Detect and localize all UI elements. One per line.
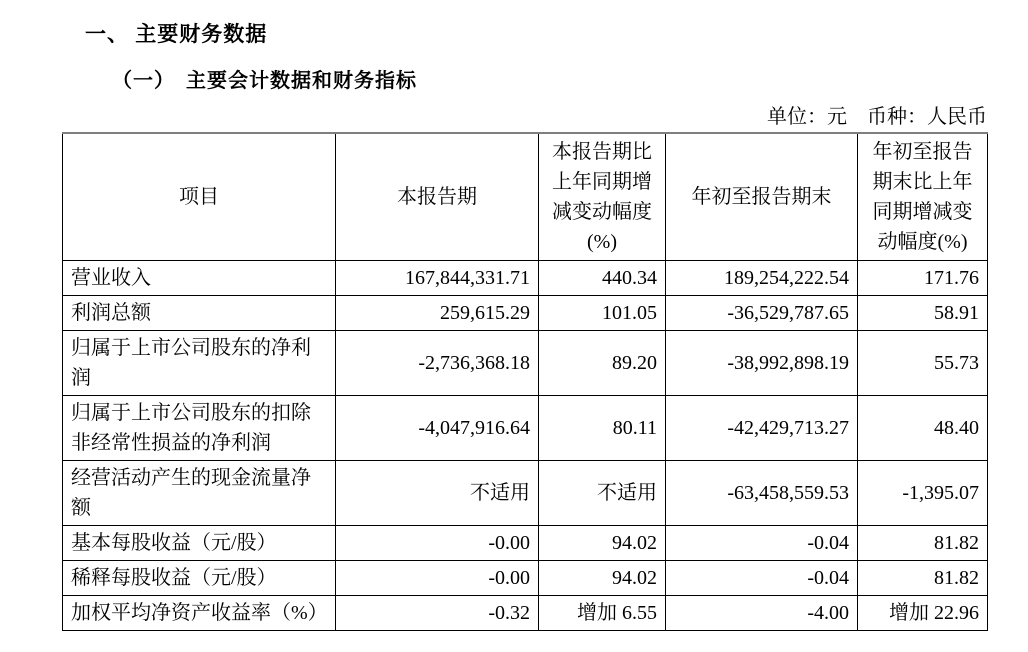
cell-ytd: -4.00 <box>666 595 858 630</box>
cell-item: 加权平均净资产收益率（%） <box>63 595 336 630</box>
cell-ytd: -42,429,713.27 <box>666 395 858 460</box>
col-header-current-period-change: 本报告期比上年同期增减变动幅度(%) <box>539 133 666 260</box>
cell-current-period-change: 94.02 <box>539 525 666 560</box>
cell-item: 归属于上市公司股东的净利润 <box>63 330 336 395</box>
table-row-net-profit-attributable <box>63 330 988 395</box>
cell-ytd: -0.04 <box>666 560 858 595</box>
cell-item: 基本每股收益（元/股） <box>63 525 336 560</box>
cell-current-period-change: 94.02 <box>539 560 666 595</box>
cell-ytd: -0.04 <box>666 525 858 560</box>
cell-ytd-change: -1,395.07 <box>858 460 988 525</box>
col-header-ytd-change: 年初至报告期末比上年同期增减变动幅度(%) <box>858 133 988 260</box>
cell-ytd-change: 48.40 <box>858 395 988 460</box>
cell-current-period: 259,615.29 <box>336 295 539 330</box>
cell-current-period: 不适用 <box>336 460 539 525</box>
col-header-current-period: 本报告期 <box>336 133 539 260</box>
section-title: 一、 主要财务数据 <box>85 22 268 46</box>
cell-item: 利润总额 <box>63 295 336 330</box>
table-header-row <box>63 133 988 260</box>
cell-item: 营业收入 <box>63 260 336 295</box>
subsection-title: （一） 主要会计数据和财务指标 <box>112 70 417 92</box>
cell-ytd-change: 171.76 <box>858 260 988 295</box>
table-row-operating-cash-flow <box>63 460 988 525</box>
cell-ytd: 189,254,222.54 <box>666 260 858 295</box>
cell-current-period-change: 440.34 <box>539 260 666 295</box>
cell-ytd-change: 81.82 <box>858 560 988 595</box>
cell-current-period-change: 增加 6.55 <box>539 595 666 630</box>
cell-current-period: -2,736,368.18 <box>336 330 539 395</box>
table-row-total-profit <box>63 295 988 330</box>
table-row-diluted-eps <box>63 560 988 595</box>
cell-current-period-change: 80.11 <box>539 395 666 460</box>
col-header-item: 项目 <box>63 133 336 260</box>
table-row-basic-eps <box>63 525 988 560</box>
cell-current-period: -0.00 <box>336 525 539 560</box>
cell-current-period-change: 101.05 <box>539 295 666 330</box>
cell-ytd-change: 81.82 <box>858 525 988 560</box>
table-row-net-profit-excluding-nonrecurring <box>63 395 988 460</box>
cell-current-period-change: 89.20 <box>539 330 666 395</box>
col-header-ytd: 年初至报告期末 <box>666 133 858 260</box>
cell-current-period: 167,844,331.71 <box>336 260 539 295</box>
table-row-weighted-average-roe <box>63 595 988 630</box>
cell-ytd-change: 58.91 <box>858 295 988 330</box>
cell-ytd-change: 55.73 <box>858 330 988 395</box>
cell-ytd: -38,992,898.19 <box>666 330 858 395</box>
cell-item: 稀释每股收益（元/股） <box>63 560 336 595</box>
table-row-operating-revenue <box>63 260 988 295</box>
cell-ytd: -63,458,559.53 <box>666 460 858 525</box>
cell-current-period-change: 不适用 <box>539 460 666 525</box>
cell-current-period: -4,047,916.64 <box>336 395 539 460</box>
cell-current-period: -0.00 <box>336 560 539 595</box>
unit-note: 单位：元 币种：人民币 <box>767 106 987 128</box>
cell-item: 经营活动产生的现金流量净额 <box>63 460 336 525</box>
cell-current-period: -0.32 <box>336 595 539 630</box>
cell-item: 归属于上市公司股东的扣除非经常性损益的净利润 <box>63 395 336 460</box>
cell-ytd-change: 增加 22.96 <box>858 595 988 630</box>
key-financial-data-table <box>62 132 988 631</box>
cell-ytd: -36,529,787.65 <box>666 295 858 330</box>
